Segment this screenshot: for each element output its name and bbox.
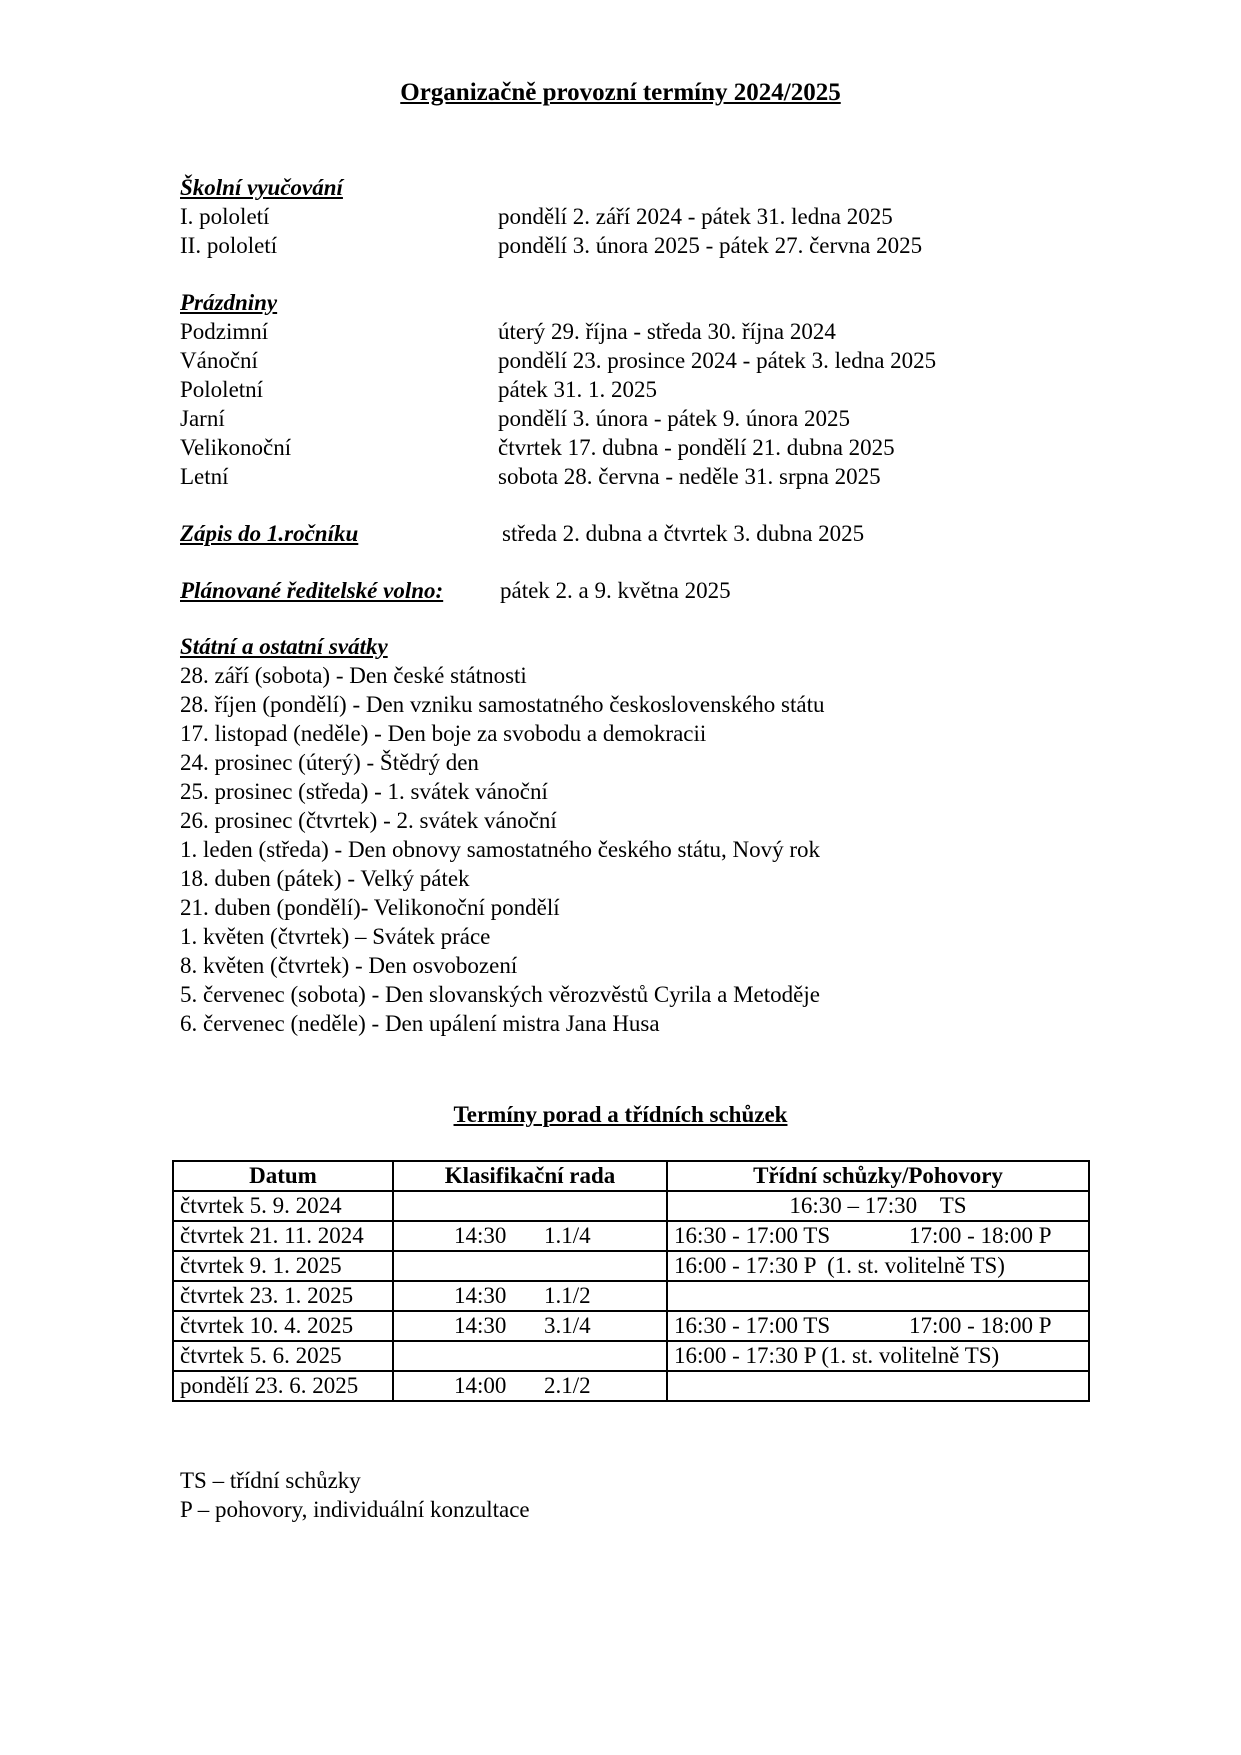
list-item: 1. leden (středa) - Den obnovy samostatného českého státu, Nový rok [180, 837, 821, 862]
table-row [173, 1311, 1089, 1341]
council-time: 14:30 [454, 1313, 507, 1338]
section-heading-school: Školní vyučování [180, 175, 343, 200]
row-label: II. pololetí [180, 233, 278, 258]
row-label: Letní [180, 464, 229, 489]
list-item: 18. duben (pátek) - Velký pátek [180, 866, 470, 891]
cell-council [393, 1251, 667, 1281]
row-value: pátek 31. 1. 2025 [498, 377, 658, 402]
section-heading-enrollment: Zápis do 1.ročníku [180, 521, 359, 546]
table-row [173, 1221, 1089, 1251]
row-label: Velikonoční [180, 435, 292, 460]
cell-date: čtvrtek 5. 6. 2025 [173, 1341, 393, 1371]
list-item: 1. květen (čtvrtek) – Svátek práce [180, 924, 491, 949]
row-label: I. pololetí [180, 204, 270, 229]
council-class: 1.1/4 [544, 1223, 591, 1248]
table-row [173, 1341, 1089, 1371]
cell-meetings [667, 1341, 1089, 1371]
cell-date: pondělí 23. 6. 2025 [173, 1371, 393, 1401]
cell-meetings [667, 1191, 1089, 1221]
row-value: sobota 28. června - neděle 31. srpna 2025 [498, 464, 881, 489]
legend-item: P – pohovory, individuální konzultace [180, 1497, 530, 1522]
cell-meetings [667, 1251, 1089, 1281]
director-leave-value: pátek 2. a 9. května 2025 [500, 578, 731, 603]
table-row [173, 1371, 1089, 1401]
section-heading-holidays: Prázdniny [180, 290, 278, 315]
meetings-table [172, 1160, 1090, 1402]
council-time: 14:30 [454, 1223, 507, 1248]
cell-date: čtvrtek 9. 1. 2025 [173, 1251, 393, 1281]
cell-council [393, 1191, 667, 1221]
meeting-time: 16:30 - 17:00 TS [674, 1223, 831, 1248]
council-time: 14:30 [454, 1283, 507, 1308]
cell-council [393, 1281, 667, 1311]
cell-meetings [667, 1371, 1089, 1401]
cell-date: čtvrtek 21. 11. 2024 [173, 1221, 393, 1251]
table-row [173, 1191, 1089, 1221]
council-class: 2.1/2 [544, 1373, 591, 1398]
section-heading-director-leave: Plánované ředitelské volno: [180, 578, 444, 603]
column-header-meetings: Třídní schůzky/Pohovory [667, 1161, 1089, 1191]
list-item: 5. červenec (sobota) - Den slovanských věrozvěstů Cyrila a Metoděje [180, 982, 820, 1007]
cell-meetings [667, 1281, 1089, 1311]
column-header-council: Klasifikační rada [393, 1161, 667, 1191]
enrollment-value: středa 2. dubna a čtvrtek 3. dubna 2025 [502, 521, 865, 546]
row-value: pondělí 3. února 2025 - pátek 27. června 2025 [498, 233, 923, 258]
column-header-date: Datum [173, 1161, 393, 1191]
list-item: 21. duben (pondělí)- Velikonoční pondělí [180, 895, 560, 920]
meeting-time-2: 17:00 - 18:00 P [909, 1223, 1052, 1248]
meeting-time: 16:30 - 17:00 TS [674, 1313, 831, 1338]
cell-council [393, 1221, 667, 1251]
meeting-time: 16:00 - 17:30 P (1. st. volitelně TS) [674, 1343, 1000, 1368]
row-label: Podzimní [180, 319, 269, 344]
list-item: 8. květen (čtvrtek) - Den osvobození [180, 953, 518, 978]
row-label: Jarní [180, 406, 225, 431]
row-label: Pololetní [180, 377, 264, 402]
list-item: 26. prosinec (čtvrtek) - 2. svátek vánoční [180, 808, 557, 833]
row-value: čtvrtek 17. dubna - pondělí 21. dubna 2025 [498, 435, 895, 460]
list-item: 6. červenec (neděle) - Den upálení mistra Jana Husa [180, 1011, 660, 1036]
list-item: 24. prosinec (úterý) - Štědrý den [180, 750, 479, 775]
cell-date: čtvrtek 23. 1. 2025 [173, 1281, 393, 1311]
list-item: 17. listopad (neděle) - Den boje za svobodu a demokracii [180, 721, 707, 746]
council-class: 3.1/4 [544, 1313, 591, 1338]
council-class: 1.1/2 [544, 1283, 591, 1308]
legend-item: TS – třídní schůzky [180, 1468, 361, 1493]
section-heading-state-holidays: Státní a ostatní svátky [180, 634, 388, 659]
cell-date: čtvrtek 10. 4. 2025 [173, 1311, 393, 1341]
table-row [173, 1251, 1089, 1281]
cell-meetings [667, 1221, 1089, 1251]
cell-council [393, 1341, 667, 1371]
table-title: Termíny porad a třídních schůzek [453, 1102, 788, 1127]
legend [180, 1466, 530, 1524]
list-item: 25. prosinec (středa) - 1. svátek vánoční [180, 779, 548, 804]
meeting-time: 16:30 – 17:30 TS [789, 1193, 967, 1218]
cell-council [393, 1371, 667, 1401]
section-state-holidays [180, 632, 825, 1038]
council-time: 14:00 [454, 1373, 507, 1398]
cell-date: čtvrtek 5. 9. 2024 [173, 1191, 393, 1221]
page-title: Organizačně provozní termíny 2024/2025 [400, 79, 841, 106]
meeting-time-2: 17:00 - 18:00 P [909, 1313, 1052, 1338]
table-header-row [173, 1161, 1089, 1191]
cell-meetings [667, 1311, 1089, 1341]
meeting-time: 16:00 - 17:30 P (1. st. volitelně TS) [674, 1253, 1005, 1278]
table-row [173, 1281, 1089, 1311]
row-value: úterý 29. října - středa 30. října 2024 [498, 319, 836, 344]
row-value: pondělí 2. září 2024 - pátek 31. ledna 2025 [498, 204, 893, 229]
cell-council [393, 1311, 667, 1341]
list-item: 28. říjen (pondělí) - Den vzniku samostatného československého státu [180, 692, 825, 717]
row-label: Vánoční [180, 348, 258, 373]
row-value: pondělí 3. února - pátek 9. února 2025 [498, 406, 850, 431]
list-item: 28. září (sobota) - Den české státnosti [180, 663, 527, 688]
row-value: pondělí 23. prosince 2024 - pátek 3. ledna 2025 [498, 348, 937, 373]
